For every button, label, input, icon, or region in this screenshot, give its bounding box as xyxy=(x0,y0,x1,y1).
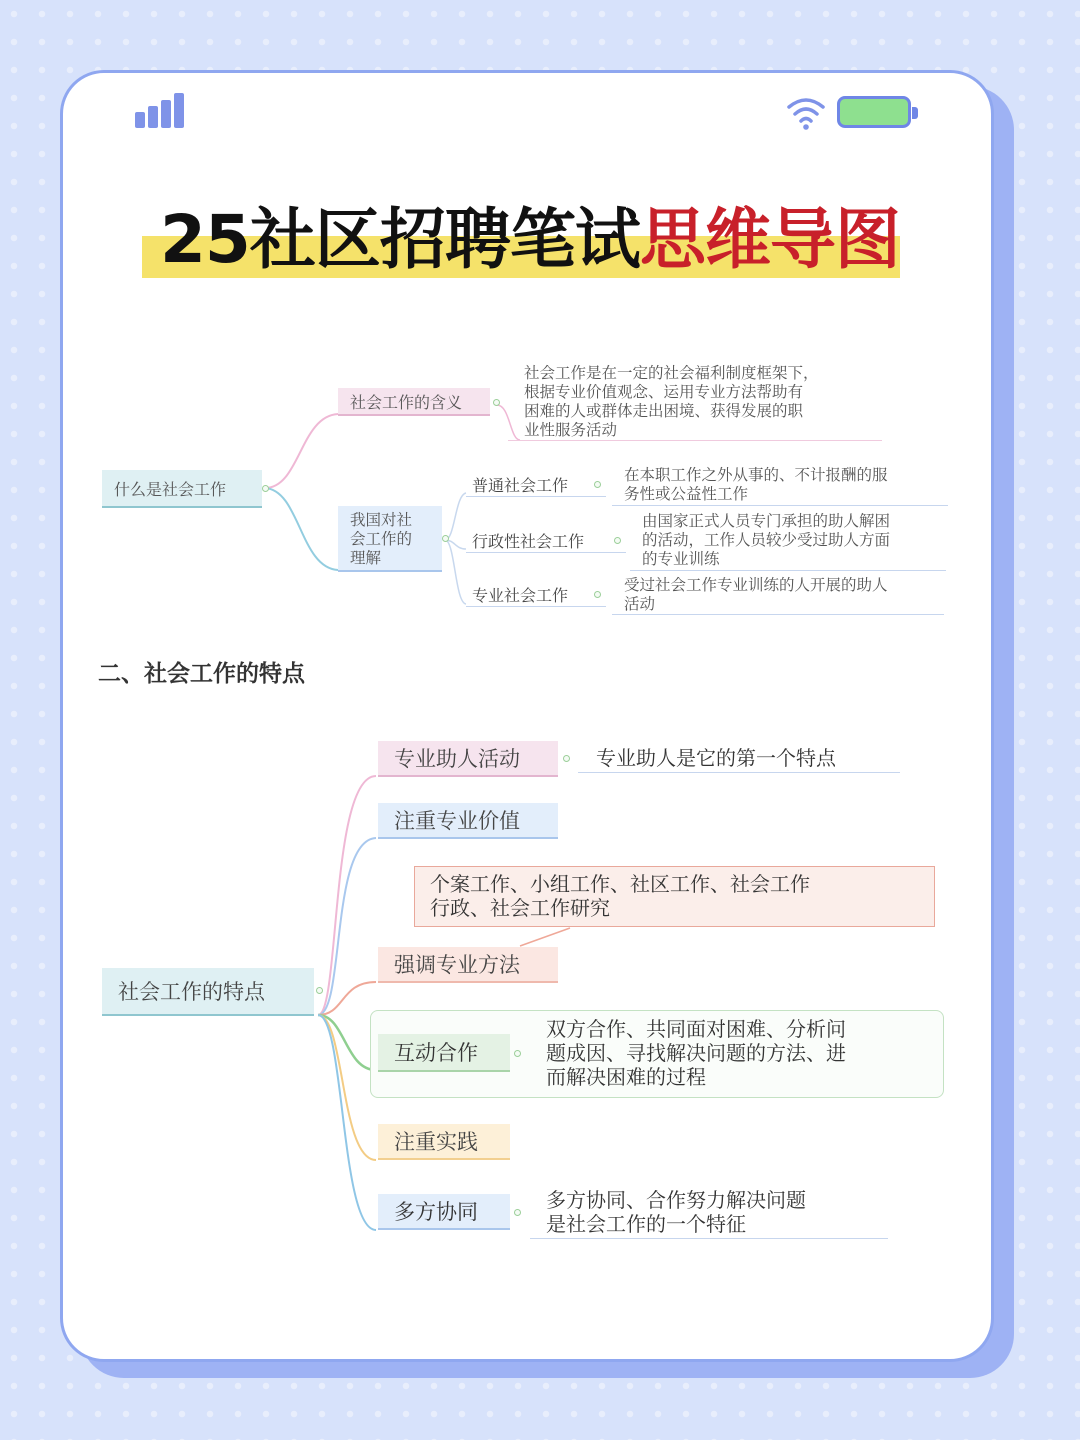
page-title: 25社区招聘笔试思维导图 xyxy=(160,201,900,278)
section-heading: 二、社会工作的特点 xyxy=(98,661,305,687)
node-meaning: 社会工作的含义 xyxy=(338,388,490,416)
underline xyxy=(508,440,882,441)
underline xyxy=(612,614,944,615)
interaction-description: 双方合作、共同面对困难、分析问 题成因、寻找解决问题的方法、进 而解决困难的过程 xyxy=(546,1017,846,1089)
root-node-features: 社会工作的特点 xyxy=(102,968,314,1016)
collapse-dot xyxy=(262,485,269,492)
collapse-dot xyxy=(514,1050,521,1057)
underline xyxy=(612,505,948,506)
collapse-dot xyxy=(493,399,500,406)
node-professional-social-work: 专业社会工作 xyxy=(472,585,569,605)
methods-description: 个案工作、小组工作、社区工作、社会工作 行政、社会工作研究 xyxy=(430,872,810,920)
collapse-dot xyxy=(563,755,570,762)
node-general-social-work: 普通社会工作 xyxy=(472,475,569,495)
underline xyxy=(466,552,626,553)
underline xyxy=(630,570,946,571)
collapse-dot xyxy=(442,535,449,542)
node-administrative-social-work: 行政性社会工作 xyxy=(472,531,585,551)
node-emphasize-practice: 注重实践 xyxy=(378,1124,510,1160)
collapse-dot xyxy=(316,987,323,994)
underline xyxy=(578,772,900,773)
node-understanding: 我国对社 会工作的 理解 xyxy=(338,506,442,572)
professional-helping-description: 专业助人是它的第一个特点 xyxy=(596,746,836,770)
collapse-dot xyxy=(614,537,621,544)
collapse-dot xyxy=(514,1209,521,1216)
node-professional-values: 注重专业价值 xyxy=(378,803,558,839)
underline xyxy=(466,496,606,497)
meaning-description: 社会工作是在一定的社会福利制度框架下， 根据专业价值观念、运用专业方法帮助有 困难的人或群体走出困境、获得发展的职 业性服务活动 xyxy=(524,364,819,439)
administrative-social-work-description: 由国家正式人员专门承担的助人解困 的活动，工作人员较少受过助人方面 的专业训练 xyxy=(642,512,891,568)
node-interactive-cooperation: 互动合作 xyxy=(378,1034,510,1072)
multi-party-description: 多方协同、合作努力解决问题 是社会工作的一个特征 xyxy=(546,1188,806,1236)
general-social-work-description: 在本职工作之外从事的、不计报酬的服 务性或公益性工作 xyxy=(624,466,888,503)
professional-social-work-description: 受过社会工作专业训练的人开展的助人 活动 xyxy=(624,576,888,613)
collapse-dot xyxy=(594,481,601,488)
root-node-what-is-social-work: 什么是社会工作 xyxy=(102,470,262,508)
node-multi-party: 多方协同 xyxy=(378,1194,510,1230)
underline xyxy=(530,1238,888,1239)
underline xyxy=(466,606,606,607)
node-professional-helping: 专业助人活动 xyxy=(378,741,558,777)
collapse-dot xyxy=(594,591,601,598)
node-professional-methods: 强调专业方法 xyxy=(378,947,558,983)
